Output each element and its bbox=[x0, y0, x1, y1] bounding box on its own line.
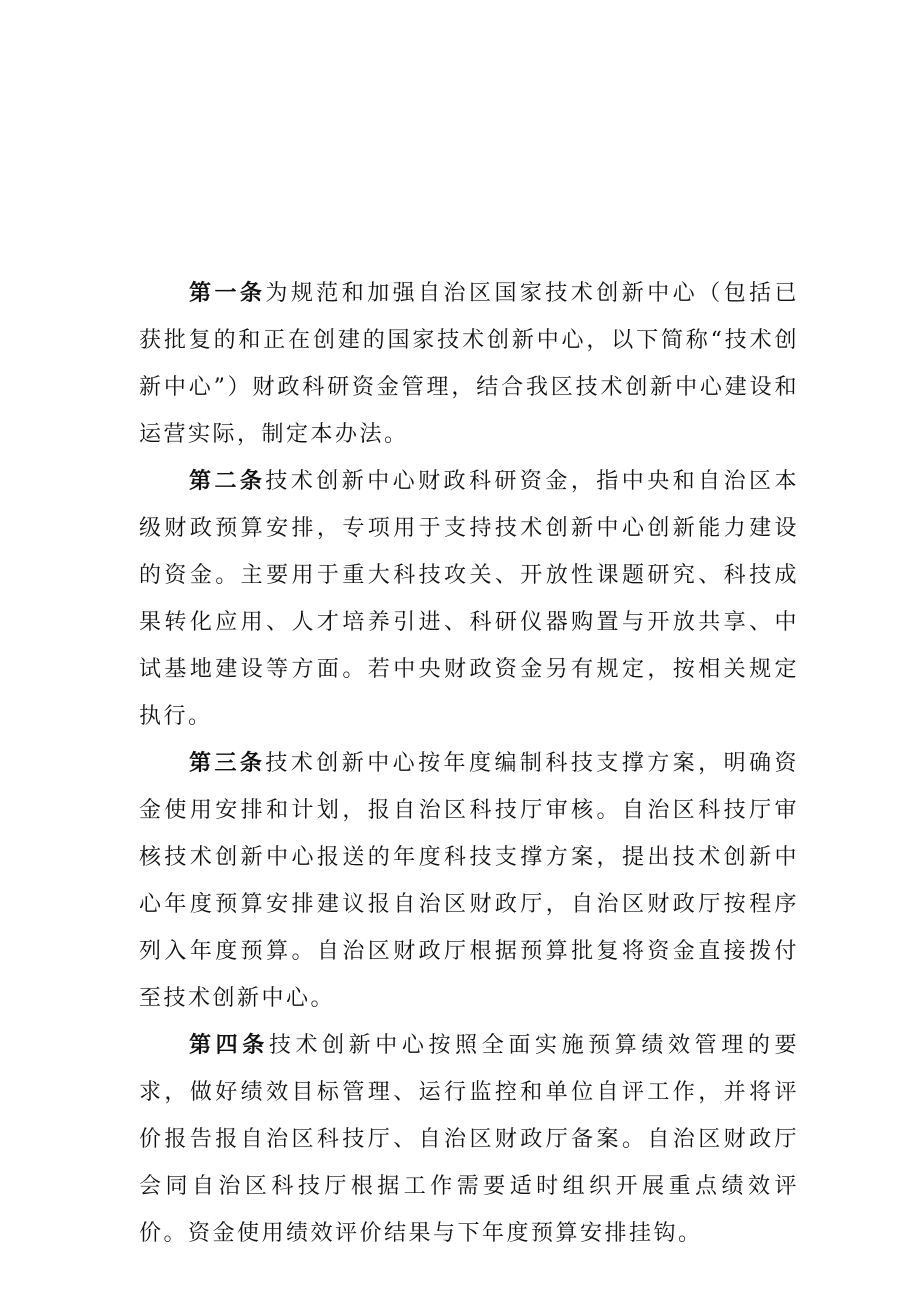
document-body bbox=[139, 270, 799, 1257]
article-3 bbox=[139, 740, 799, 1022]
article-2-text: 技术创新中心财政科研资金，指中央和自治区本级财政预算安排，专项用于支持技术创新中心创新能力建设的资金。主要用于重大科技攻关、开放性课题研究、科技成果转化应用、人才培养引进、科研仪器购置与开放共享、中试基地建设等方面。若中央财政资金另有规定，按相关规定执行。 bbox=[139, 469, 799, 729]
article-2 bbox=[139, 458, 799, 740]
article-3-label: 第三条 bbox=[189, 750, 266, 776]
article-1-text: 为规范和加强自治区国家技术创新中心（包括已获批复的和正在创建的国家技术创新中心，以下简称“技术创新中心”）财政科研资金管理，结合我区技术创新中心建设和运营实际，制定本办法。 bbox=[139, 281, 799, 447]
article-4-label: 第四条 bbox=[189, 1032, 269, 1058]
article-1-label: 第一条 bbox=[189, 280, 266, 306]
article-3-text: 技术创新中心按年度编制科技支撑方案，明确资金使用安排和计划，报自治区科技厅审核。自治区科技厅审核技术创新中心报送的年度科技支撑方案，提出技术创新中心年度预算安排建议报自治区财政厅，自治区财政厅按程序列入年度预算。自治区财政厅根据预算批复将资金直接拨付至技术创新中心。 bbox=[139, 751, 799, 1011]
article-4 bbox=[139, 1022, 799, 1257]
article-4-text: 技术创新中心按照全面实施预算绩效管理的要求，做好绩效目标管理、运行监控和单位自评工作，并将评价报告报自治区科技厅、自治区财政厅备案。自治区财政厅会同自治区科技厅根据工作需要适时组织开展重点绩效评价。资金使用绩效评价结果与下年度预算安排挂钩。 bbox=[139, 1033, 799, 1246]
article-1 bbox=[139, 270, 799, 458]
article-2-label: 第二条 bbox=[189, 468, 266, 494]
